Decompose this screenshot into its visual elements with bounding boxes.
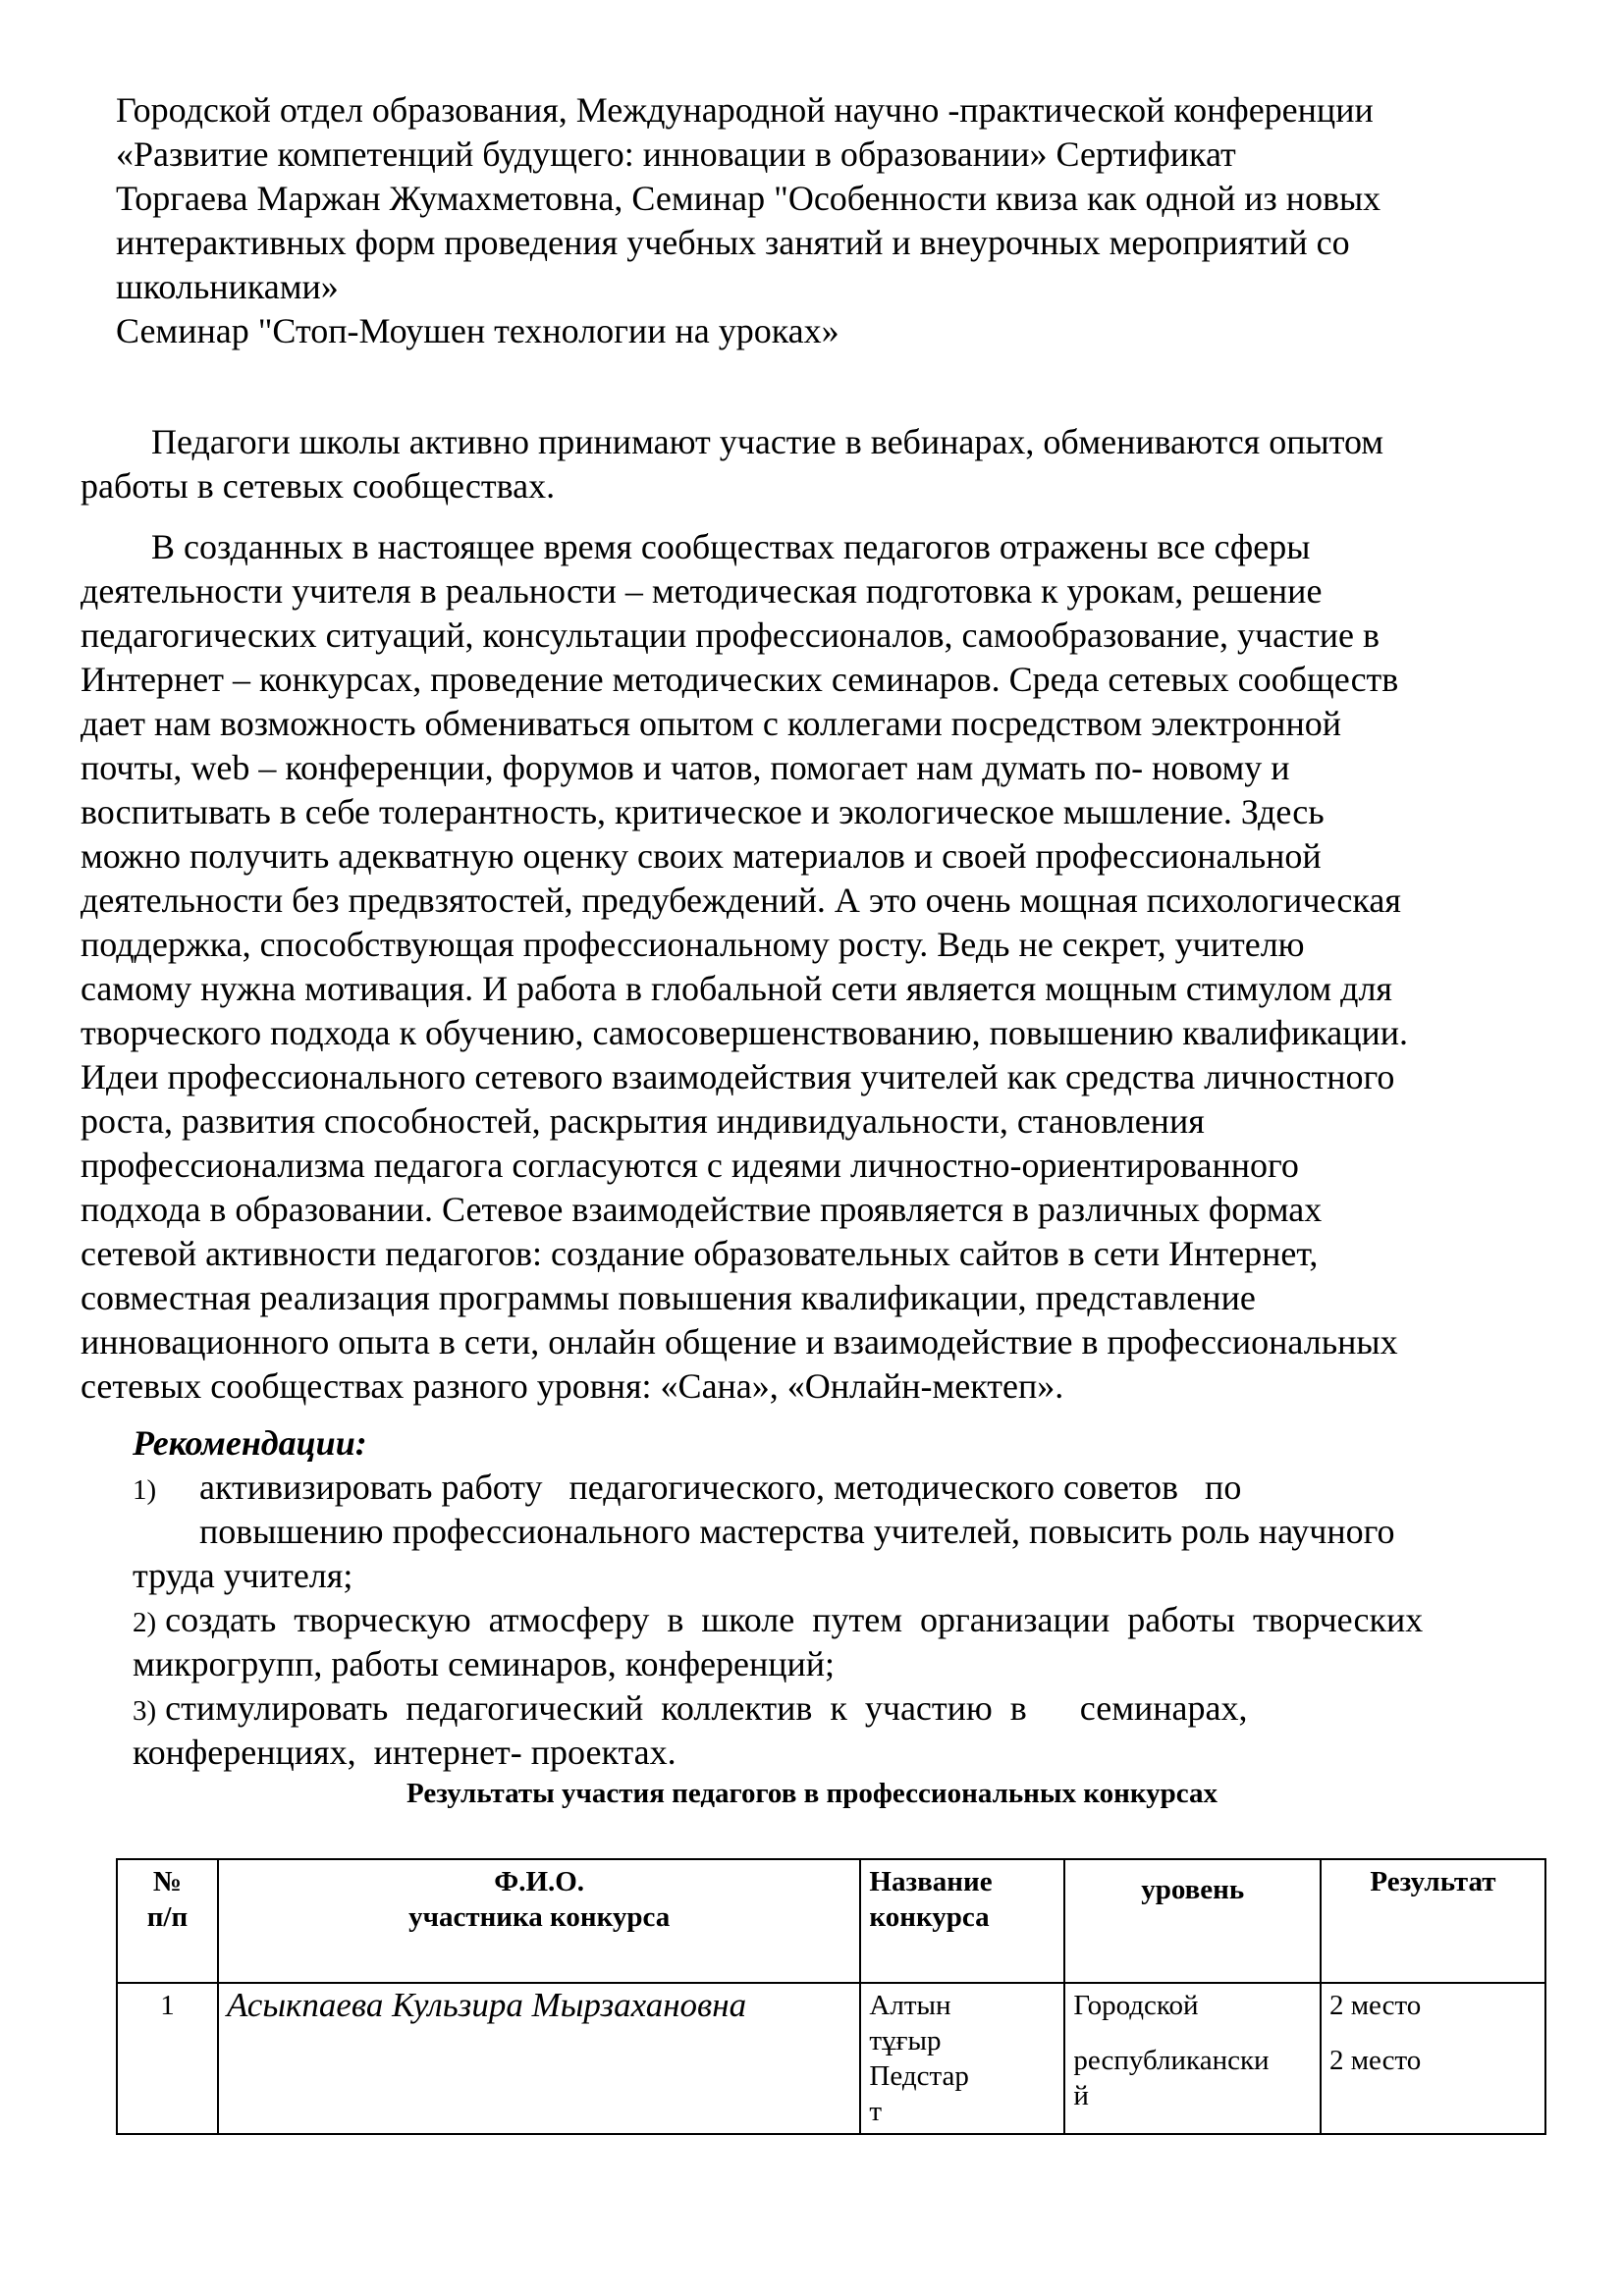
paragraph-line: деятельности без предвзятостей, предубеждений. А это очень мощная психологическая (81, 881, 1401, 920)
paragraph-line: роста, развития способностей, раскрытия индивидуальности, становления (81, 1101, 1205, 1141)
paragraph-line: подхода в образовании. Сетевое взаимодействие проявляется в различных формах (81, 1190, 1323, 1229)
cell-number: 1 (117, 1983, 218, 2134)
paragraph-webinars (81, 420, 1553, 508)
column-header-contest: Название конкурса (860, 1859, 1064, 1983)
certificate-line: интерактивных форм проведения учебных занятий и внеурочных мероприятий со (116, 223, 1350, 262)
paragraph-line: Интернет – конкурсах, проведение методических семинаров. Среда сетевых сообществ (81, 660, 1399, 699)
recommendation-item-2-cont: микрогрупп, работы семинаров, конференций; (133, 1644, 836, 1683)
recommendation-text: активизировать работу педагогического, методического советов по (199, 1468, 1242, 1507)
paragraph-line: совместная реализация программы повышения квалификации, представление (81, 1278, 1256, 1317)
paragraph-line: дает нам возможность обмениваться опытом с коллегами посредством электронной (81, 704, 1341, 743)
recommendation-item-1-cont: труда учителя; (133, 1556, 353, 1595)
paragraph-line: самому нужна мотивация. И работа в глобальной сети является мощным стимулом для (81, 969, 1392, 1008)
recommendation-item-1-cont: повышению профессионального мастерства учителей, повысить роль научного (199, 1512, 1395, 1551)
paragraph-line: воспитывать в себе толерантность, критическое и экологическое мышление. Здесь (81, 792, 1325, 831)
cell-participant-name: Асыкпаева Кульзира Мырзахановна (218, 1983, 860, 2134)
paragraph-line: сетевых сообществах разного уровня: «Сана», «Онлайн-мектеп». (81, 1366, 1064, 1406)
certificate-line: Торгаева Маржан Жумахметовна, Семинар "Особенности квиза как одной из новых (116, 179, 1381, 218)
table-title: Результаты участия педагогов в профессиональных конкурсах (406, 1778, 1218, 1809)
certificate-line: школьниками» (116, 267, 339, 306)
list-number: 3) (133, 1695, 157, 1727)
column-header-result: Результат (1321, 1859, 1545, 1983)
paragraph-line: почты, web – конференции, форумов и чатов, помогает нам думать по- новому и (81, 748, 1290, 787)
table-header-row (117, 1859, 1545, 1983)
paragraph-network-communities (81, 525, 1553, 1409)
paragraph-line: работы в сетевых сообществах. (81, 466, 556, 506)
list-number: 2) (133, 1607, 157, 1638)
column-header-level: уровень (1064, 1859, 1321, 1983)
cell-contest: Алтын тұғыр Педстар т (860, 1983, 1064, 2134)
paragraph-line: творческого подхода к обучению, самосовершенствованию, повышению квалификации. (81, 1013, 1409, 1052)
paragraph-line: поддержка, способствующая профессиональному росту. Ведь не секрет, учителю (81, 925, 1305, 964)
column-header-name: Ф.И.О. участника конкурса (218, 1859, 860, 1983)
paragraph-line: В созданных в настоящее время сообществах педагогов отражены все сферы (81, 527, 1311, 566)
cell-result: 2 место 2 место (1321, 1983, 1545, 2134)
column-header-number: № п/п (117, 1859, 218, 1983)
paragraph-line: педагогических ситуаций, консультации профессионалов, самообразование, участие в (81, 615, 1380, 655)
certificate-line: «Развитие компетенций будущего: инновации в образовании» Сертификат (116, 134, 1236, 174)
certificate-line: Городской отдел образования, Международной научно -практической конференции (116, 90, 1374, 130)
recommendation-item-3 (133, 1686, 1247, 1734)
paragraph-line: сетевой активности педагогов: создание образовательных сайтов в сети Интернет, (81, 1234, 1319, 1273)
paragraph-line: Педагоги школы активно принимают участие в вебинарах, обмениваются опытом (81, 422, 1384, 461)
paragraph-line: деятельности учителя в реальности – методическая подготовка к урокам, решение (81, 571, 1323, 611)
paragraph-line: профессионализма педагога согласуются с идеями личностно-ориентированного (81, 1146, 1299, 1185)
recommendation-text: создать творческую атмосферу в школе путем организации работы творческих (156, 1600, 1424, 1639)
cell-level: Городской республикански й (1064, 1983, 1321, 2134)
recommendation-item-1 (133, 1466, 1241, 1513)
recommendation-item-3-cont: конференциях, интернет- проектах. (133, 1733, 677, 1772)
paragraph-line: Идеи профессионального сетевого взаимодействия учителей как средства личностного (81, 1057, 1395, 1096)
paragraph-line: инновационного опыта в сети, онлайн общение и взаимодействие в профессиональных (81, 1322, 1398, 1362)
paragraph-line: можно получить адекватную оценку своих материалов и своей профессиональной (81, 836, 1322, 876)
table-row (117, 1983, 1545, 2134)
recommendation-text: стимулировать педагогический коллектив к участию в семинарах, (156, 1688, 1248, 1728)
certificates-list (116, 88, 1549, 353)
certificate-line: Семинар "Стоп-Моушен технологии на уроках» (116, 311, 839, 350)
recommendation-item-2 (133, 1598, 1423, 1645)
results-table (116, 1858, 1546, 2135)
recommendations-heading: Рекомендации: (133, 1423, 367, 1463)
list-number: 1) (133, 1474, 157, 1506)
